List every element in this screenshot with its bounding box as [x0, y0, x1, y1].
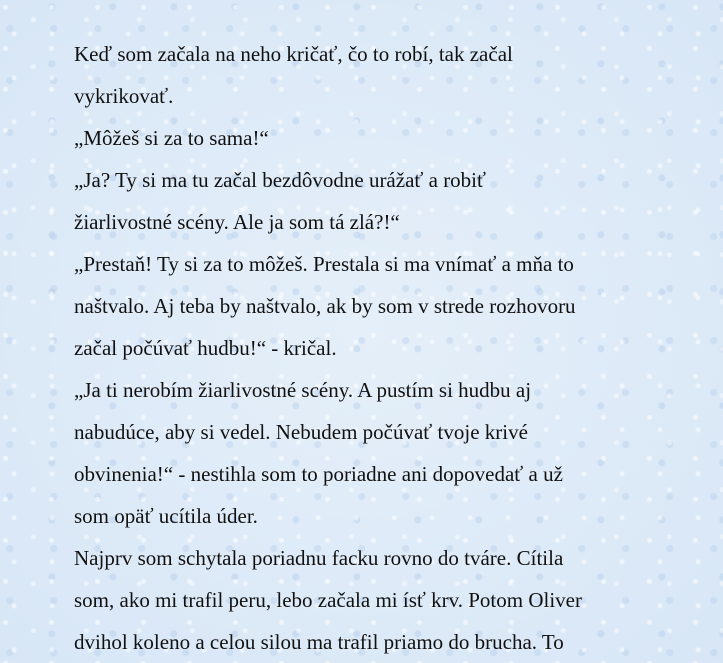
text-line: Keď som začala na neho kričať, čo to robí, tak začal — [74, 42, 513, 66]
text-line: vykrikovať. — [74, 84, 174, 108]
text-line: obvinenia!“ - nestihla som to poriadne ani dopovedať a už — [74, 462, 563, 486]
text-line: „Ja ti nerobím žiarlivostné scény. A pustím si hudbu aj — [74, 378, 532, 402]
text-line: Najprv som schytala poriadnu facku rovno do tváre. Cítila — [74, 546, 564, 570]
text-line: nabudúce, aby si vedel. Nebudem počúvať tvoje krivé — [74, 420, 528, 444]
text-line: „Môžeš si za to sama!“ — [74, 126, 269, 150]
text-line: dvihol koleno a celou silou ma trafil priamo do brucha. To — [74, 630, 564, 654]
text-line: naštvalo. Aj teba by naštvalo, ak by som v strede rozhovoru — [74, 294, 576, 318]
text-line: som, ako mi trafil peru, lebo začala mi ísť krv. Potom Oliver — [74, 588, 582, 612]
story-text — [74, 33, 674, 663]
text-line: „Prestaň! Ty si za to môžeš. Prestala si ma vnímať a mňa to — [74, 252, 574, 276]
text-line: „Ja? Ty si ma tu začal bezdôvodne urážať a robiť — [74, 168, 486, 192]
text-line: začal počúvať hudbu!“ - kričal. — [74, 336, 337, 360]
text-line: žiarlivostné scény. Ale ja som tá zlá?!“ — [74, 210, 400, 234]
text-line: som opäť ucítila úder. — [74, 504, 258, 528]
